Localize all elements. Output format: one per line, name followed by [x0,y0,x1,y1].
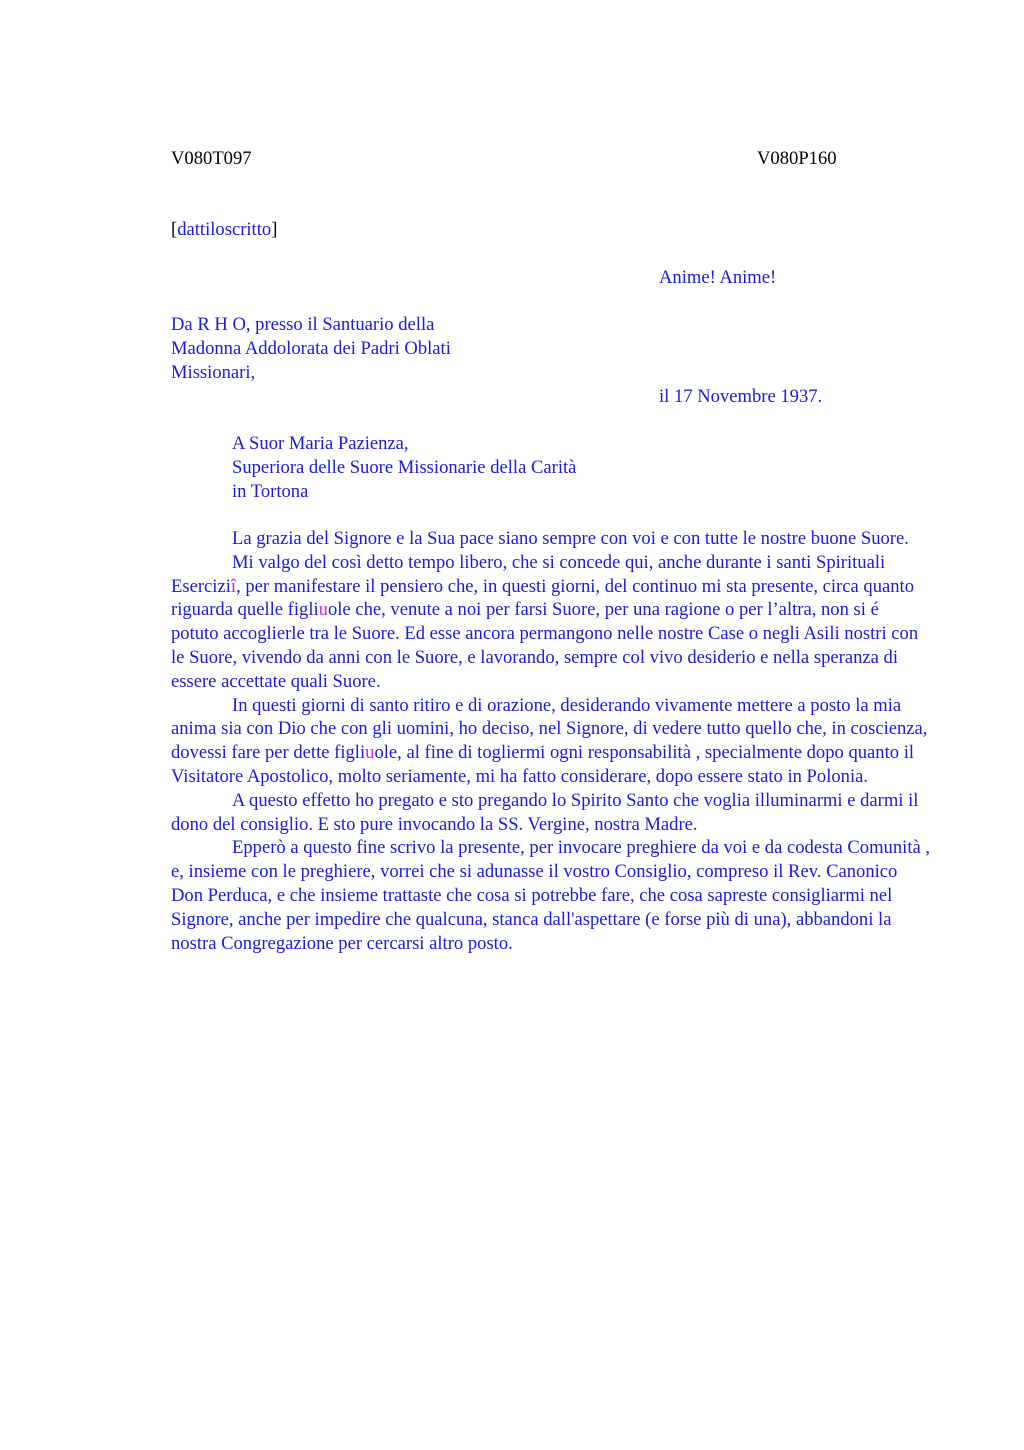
typed-label-text: dattiloscritto [177,219,272,240]
letter-addressee [232,432,576,503]
body-paragraph-4: A questo effetto ho pregato e sto pregando lo Spirito Santo che voglia illuminarmi e darmi il dono del consiglio. E sto pure invocando la SS. Vergine, nostra Madre. [171,789,919,835]
letter-motto: Anime! Anime! [659,267,777,288]
body-paragraph-3 [171,694,931,789]
highlighted-character: u [365,742,375,764]
document-code-right: V080P160 [757,148,837,169]
body-paragraph-1: La grazia del Signore e la Sua pace siano sempre con voi e con tutte le nostre buone Suore. [232,528,909,549]
addressee-line-3: in Tortona [232,480,309,502]
typed-label-open-bracket: [ [171,219,178,240]
body-paragraph-2-part-a: Mi valgo del così detto tempo libero, che si concede qui, anche durante i santi Spirituali Esercizi [171,551,886,597]
place-line-3: Missionari, [171,361,256,383]
highlighted-character: î [230,575,237,597]
body-paragraph-2-part-b: , per manifestare il pensiero che, in questi giorni, del continuo mi sta presente, circa quanto riguarda quelle figli [171,575,914,621]
addressee-line-1: A Suor Maria Pazienza, [232,433,409,454]
body-paragraph-2-part-c: ole che, venute a noi per farsi Suore, per una ragione o per l’altra, non si é potuto accoglierle tra le Suore. Ed esse ancora permangono nelle nostre Case o negli Asili nostri con le Suore, vivendo da anni con le Suore, e lavorando, sempre col vivo desiderio e nella speranza di essere accettate quali Suore. [171,599,919,692]
typed-label [171,218,277,242]
document-code-left: V080T097 [171,148,252,169]
body-paragraph-2 [171,551,931,694]
body-paragraph-5: Epperò a questo fine scrivo la presente, per invocare preghiere da voi e da codesta Comunità , e, insieme con le preghiere, vorrei che si adunasse il vostro Consiglio, compreso il Rev. Canonico Don Perduca, e che insieme trattaste che cosa si potrebbe fare, che cosa sapreste consigliarmi nel Signore, anche per impedire che qualcuna, stanca dall'aspettare (e forse più di una), abbandoni la nostra Congregazione per cercarsi altro posto. [171,837,931,954]
letter-body [171,527,931,955]
typed-label-close-bracket: ] [271,219,278,240]
body-paragraph-3-part-b: ole, al fine di togliermi ogni responsabilità , specialmente dopo quanto il Visitatore Apostolico, molto seriamente, mi ha fatto considerare, dopo essere stato in Polonia. [171,742,915,787]
addressee-line-2: Superiora delle Suore Missionarie della Carità [232,456,577,478]
place-line-2: Madonna Addolorata dei Padri Oblati [171,337,451,359]
place-line-1: Da R H O, presso il Santuario della [171,314,435,335]
letter-date: il 17 Novembre 1937. [659,386,823,407]
letter-place [171,313,451,384]
highlighted-character: u [318,599,328,621]
body-paragraph-3-part-a: In questi giorni di santo ritiro e di orazione, desiderando vivamente mettere a posto la mia anima sia con Dio che con gli uomini, ho deciso, nel Signore, di vedere tutto quello che, in coscienza, dovessi fare per dette figli [171,694,928,764]
